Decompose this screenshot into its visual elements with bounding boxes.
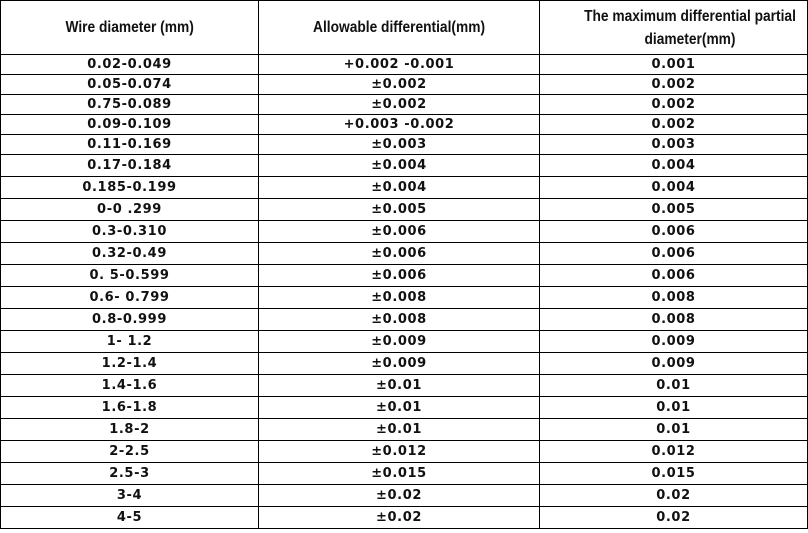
cell-max-differential: 0.003 [540,135,808,155]
cell-wire-diameter: 0.3-0.310 [1,221,259,243]
table-row [1,375,808,397]
cell-wire-diameter: 0.17-0.184 [1,155,259,177]
cell-wire-diameter: 0.11-0.169 [1,135,259,155]
table-row [1,135,808,155]
cell-allowable-differential: ±0.004 [259,177,540,199]
cell-wire-diameter: 1- 1.2 [1,331,259,353]
cell-allowable-differential: ±0.005 [259,199,540,221]
cell-max-differential: 0.012 [540,441,808,463]
table-row [1,177,808,199]
cell-max-differential: 0.005 [540,199,808,221]
cell-max-differential: 0.009 [540,353,808,375]
cell-wire-diameter: 0.185-0.199 [1,177,259,199]
table-row [1,287,808,309]
cell-allowable-differential: +0.002 -0.001 [259,55,540,75]
cell-max-differential: 0.008 [540,309,808,331]
cell-max-differential: 0.009 [540,331,808,353]
cell-wire-diameter: 0.09-0.109 [1,115,259,135]
cell-wire-diameter: 0.32-0.49 [1,243,259,265]
table-row [1,55,808,75]
header-row [1,1,808,55]
table-row [1,485,808,507]
cell-max-differential: 0.006 [540,221,808,243]
cell-wire-diameter: 1.8-2 [1,419,259,441]
cell-allowable-differential: ±0.02 [259,507,540,529]
cell-allowable-differential: ±0.008 [259,309,540,331]
table-row [1,75,808,95]
cell-allowable-differential: ±0.009 [259,353,540,375]
cell-wire-diameter: 0-0 .299 [1,199,259,221]
header-max-differential-partial-diameter [540,1,808,55]
cell-wire-diameter: 0.05-0.074 [1,75,259,95]
cell-max-differential: 0.002 [540,75,808,95]
header-wire-diameter [1,1,259,55]
cell-wire-diameter: 0.02-0.049 [1,55,259,75]
cell-max-differential: 0.002 [540,95,808,115]
table-row [1,441,808,463]
table-row [1,309,808,331]
table-row [1,115,808,135]
cell-allowable-differential: ±0.002 [259,95,540,115]
cell-max-differential: 0.006 [540,265,808,287]
cell-max-differential: 0.001 [540,55,808,75]
table-row [1,95,808,115]
cell-max-differential: 0.02 [540,485,808,507]
cell-allowable-differential: ±0.01 [259,397,540,419]
cell-allowable-differential: ±0.01 [259,375,540,397]
cell-wire-diameter: 2.5-3 [1,463,259,485]
cell-wire-diameter: 3-4 [1,485,259,507]
cell-allowable-differential: ±0.006 [259,265,540,287]
cell-allowable-differential: ±0.002 [259,75,540,95]
cell-max-differential: 0.006 [540,243,808,265]
cell-wire-diameter: 0.75-0.089 [1,95,259,115]
header-max-differential-label: The maximum differential partial diameter(mm) [584,7,796,48]
cell-allowable-differential: ±0.01 [259,419,540,441]
cell-wire-diameter: 0.6- 0.799 [1,287,259,309]
cell-allowable-differential: ±0.004 [259,155,540,177]
table-row [1,265,808,287]
cell-allowable-differential: ±0.009 [259,331,540,353]
cell-allowable-differential: ±0.003 [259,135,540,155]
table-row [1,353,808,375]
table-row [1,397,808,419]
header-allowable-differential-label: Allowable differential(mm) [312,19,486,36]
header-wire-diameter-label: Wire diameter (mm) [65,19,194,36]
table-row [1,221,808,243]
cell-wire-diameter: 1.4-1.6 [1,375,259,397]
cell-allowable-differential: ±0.02 [259,485,540,507]
cell-allowable-differential: ±0.006 [259,243,540,265]
cell-allowable-differential: +0.003 -0.002 [259,115,540,135]
cell-allowable-differential: ±0.008 [259,287,540,309]
table-row [1,419,808,441]
cell-max-differential: 0.004 [540,155,808,177]
cell-allowable-differential: ±0.006 [259,221,540,243]
cell-max-differential: 0.015 [540,463,808,485]
table-row [1,507,808,529]
cell-wire-diameter: 2-2.5 [1,441,259,463]
cell-wire-diameter: 1.2-1.4 [1,353,259,375]
cell-max-differential: 0.01 [540,375,808,397]
table-row [1,155,808,177]
table-row [1,463,808,485]
cell-max-differential: 0.01 [540,397,808,419]
table-row [1,331,808,353]
cell-wire-diameter: 4-5 [1,507,259,529]
cell-max-differential: 0.008 [540,287,808,309]
cell-max-differential: 0.002 [540,115,808,135]
table-row [1,243,808,265]
cell-wire-diameter: 0.8-0.999 [1,309,259,331]
cell-max-differential: 0.01 [540,419,808,441]
table-row [1,199,808,221]
cell-wire-diameter: 1.6-1.8 [1,397,259,419]
table-body [1,55,808,529]
cell-allowable-differential: ±0.015 [259,463,540,485]
cell-wire-diameter: 0. 5-0.599 [1,265,259,287]
cell-max-differential: 0.02 [540,507,808,529]
table-header [1,1,808,55]
cell-max-differential: 0.004 [540,177,808,199]
header-allowable-differential [259,1,540,55]
cell-allowable-differential: ±0.012 [259,441,540,463]
